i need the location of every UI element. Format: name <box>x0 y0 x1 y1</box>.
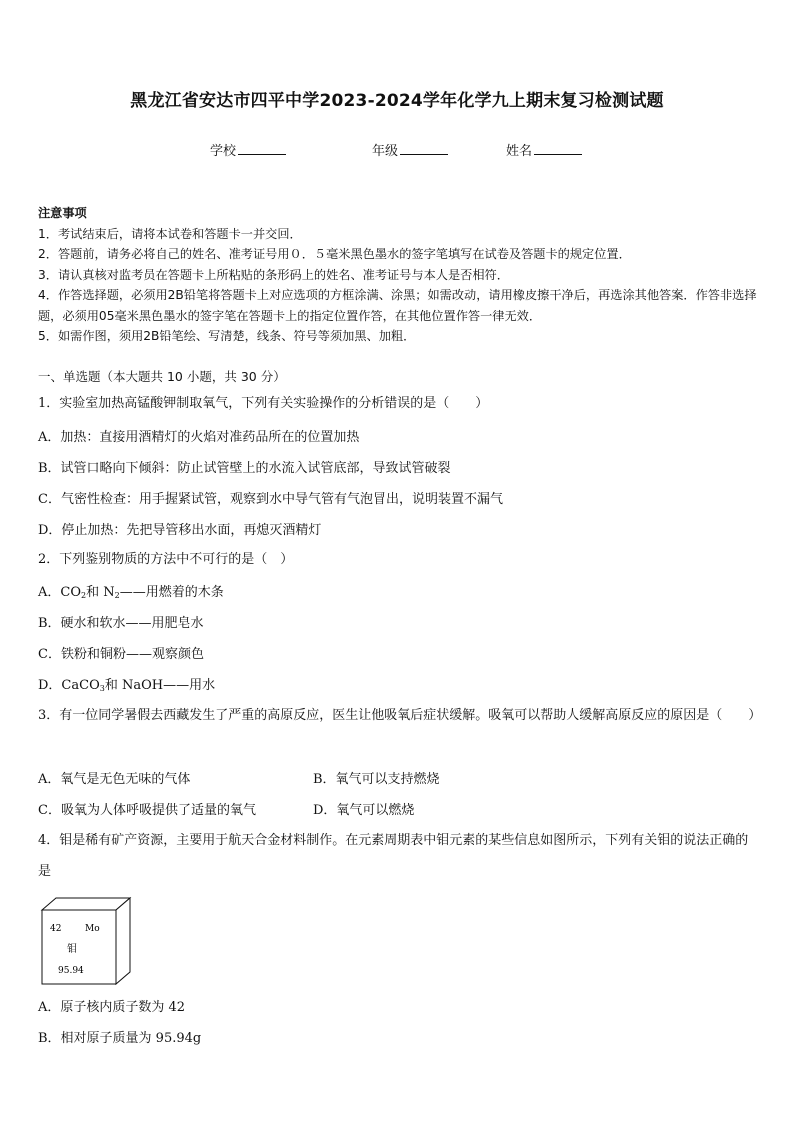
question-2-option-b: B．硬水和软水——用肥皂水 <box>38 616 204 631</box>
question-3-option-a: A．氧气是无色无味的气体 <box>38 772 191 787</box>
question-4-stem: 4．钼是稀有矿产资源，主要用于航天合金材料制作。在元素周期表中钼元素的某些信息如图所示，下列有关钼的说法正确的是 <box>38 833 749 879</box>
question-2-option-a <box>38 581 224 600</box>
question-3-option-c: C．吸氧为人体呼吸提供了适量的氧气 <box>38 803 256 818</box>
q2a-sub-1: 2 <box>81 591 87 600</box>
q2d-text-2: 和 NaOH——用水 <box>104 678 216 693</box>
question-2-stem: 2．下列鉴别物质的方法中不可行的是（ ） <box>38 552 294 567</box>
name-blank[interactable] <box>534 142 582 155</box>
periodic-element-cube-figure <box>40 896 132 986</box>
question-1-stem: 1．实验室加热高锰酸钾制取氧气，下列有关实验操作的分析错误的是（ ） <box>38 396 489 411</box>
question-3-option-d: D．氧气可以燃烧 <box>313 803 415 818</box>
note-item-1: 1．考试结束后，请将本试卷和答题卡一并交回． <box>38 226 302 241</box>
exam-notes <box>38 203 760 347</box>
school-label: 学校 <box>210 144 237 159</box>
grade-blank[interactable] <box>400 142 448 155</box>
q2d-sub: 3 <box>99 684 105 693</box>
question-1-option-c: C．气密性检查：用手握紧试管，观察到水中导气管有气泡冒出，说明装置不漏气 <box>38 492 503 507</box>
grade-label: 年级 <box>372 144 399 159</box>
page-title: 黑龙江省安达市四平中学2023-2024学年化学九上期末复习检测试题 <box>130 91 664 111</box>
q2a-text-3: ——用燃着的木条 <box>119 585 224 600</box>
element-symbol: Mo <box>85 924 100 934</box>
cube-side-face <box>116 898 130 984</box>
question-1-option-d: D．停止加热：先把导管移出水面，再熄灭酒精灯 <box>38 523 322 538</box>
question-1-option-a: A．加热：直接用酒精灯的火焰对准药品所在的位置加热 <box>38 430 360 445</box>
question-3-option-b: B．氧气可以支持燃烧 <box>313 772 440 787</box>
question-2-option-d <box>38 674 215 693</box>
question-4-option-b: B．相对原子质量为 95.94g <box>38 1031 202 1046</box>
element-name: 钼 <box>67 944 77 955</box>
note-item-3: 3．请认真核对监考员在答题卡上所粘贴的条形码上的姓名、准考证号与本人是否相符． <box>38 267 509 282</box>
note-item-4: 4．作答选择题，必须用2B铅笔将答题卡上对应选项的方框涂满、涂黑；如需改动，请用橡皮擦干净后，再选涂其他答案．作答非选择题，必须用05毫米黑色墨水的签字笔在答题卡上的指定位置作答，在其他位置作答一律无效． <box>38 288 757 323</box>
element-atomic-number: 42 <box>50 924 62 934</box>
q2d-text-1: D．CaCO <box>38 678 100 693</box>
name-field[interactable] <box>506 140 582 159</box>
school-blank[interactable] <box>238 142 286 155</box>
question-4-option-a: A．原子核内质子数为 42 <box>38 1000 186 1015</box>
grade-field[interactable] <box>372 140 448 159</box>
cube-top-face <box>42 898 130 910</box>
school-field[interactable] <box>210 140 286 159</box>
notes-heading: 注意事项 <box>38 206 87 220</box>
q2a-sub-2: 2 <box>114 591 120 600</box>
question-1-option-b: B．试管口略向下倾斜：防止试管壁上的水流入试管底部，导致试管破裂 <box>38 461 451 476</box>
note-item-5: 5．如需作图，须用2B铅笔绘、写清楚，线条、符号等须加黑、加粗． <box>38 329 416 343</box>
element-mass: 95.94 <box>58 966 84 976</box>
note-item-2: 2．答题前，请务必将自己的姓名、准考证号用０．５毫米黑色墨水的签字笔填写在试卷及答题卡的规定位置． <box>38 247 631 261</box>
q2a-text-2: 和 N <box>86 585 115 600</box>
section-title: 一、单选题（本大题共 10 小题，共 30 分） <box>38 369 286 384</box>
q2a-text-1: A．CO <box>38 585 81 600</box>
question-3-stem: 3．有一位同学暑假去西藏发生了严重的高原反应，医生让他吸氧后症状缓解。吸氧可以帮助人缓解高原反应的原因是（ ） <box>38 708 762 723</box>
name-label: 姓名 <box>506 144 533 159</box>
question-2-option-c: C．铁粉和铜粉——观察颜色 <box>38 647 204 662</box>
